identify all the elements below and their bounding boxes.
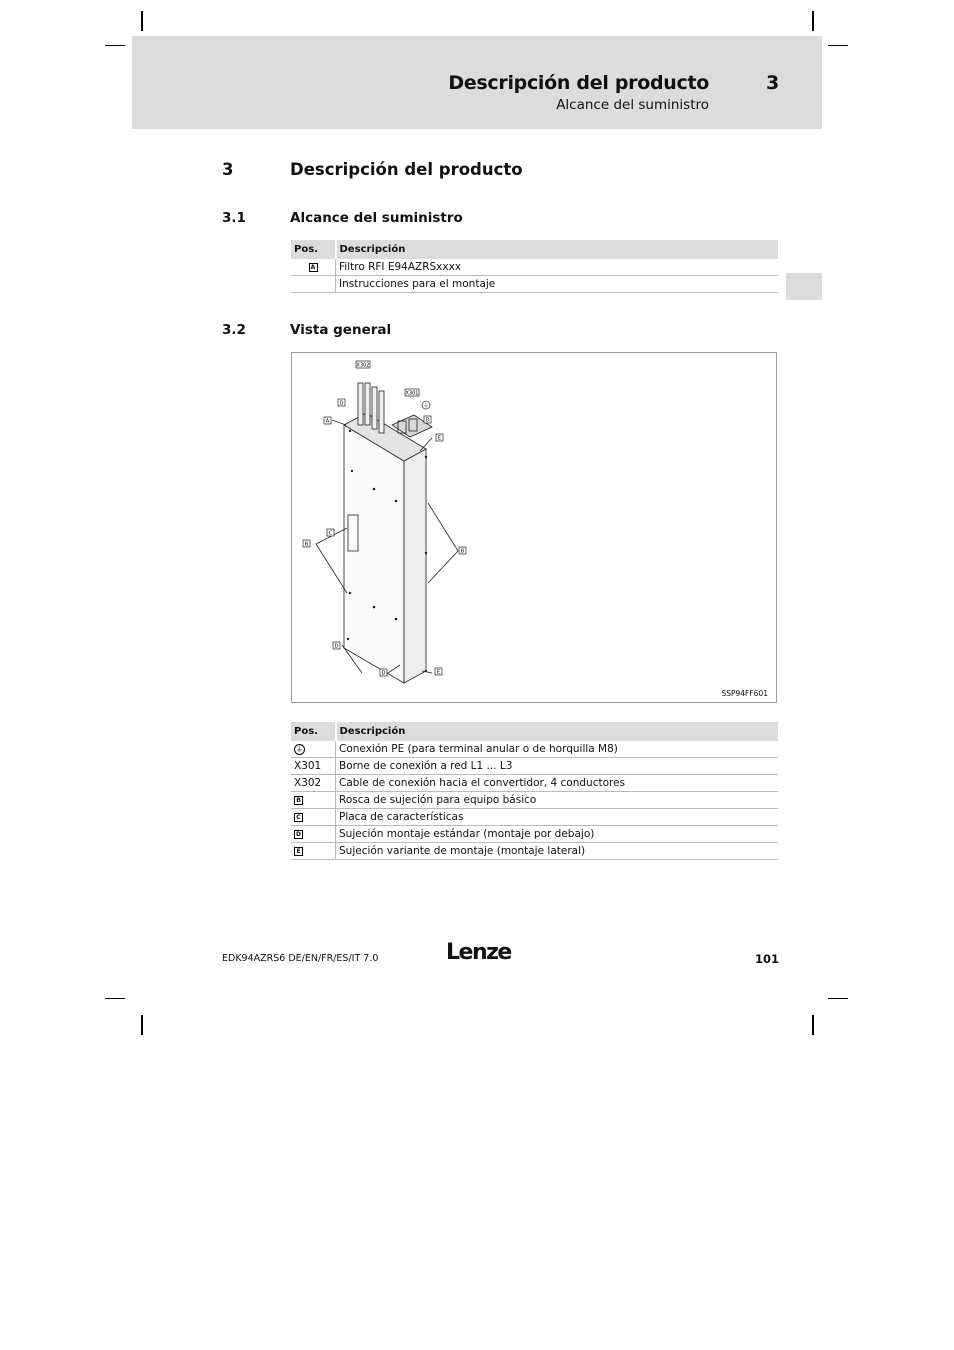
desc-cell: Sujeción variante de montaje (montaje lateral): [336, 843, 779, 860]
crop-mark: [812, 1015, 814, 1035]
table-row: [291, 276, 778, 293]
table-header-row: [291, 240, 778, 259]
desc-cell: Instrucciones para el montaje: [336, 276, 779, 293]
filter-drawing: [292, 353, 776, 702]
label-x302: X302: [356, 362, 370, 369]
table-row: [291, 792, 778, 809]
table-row: [291, 758, 778, 775]
section-title: Descripción del producto: [290, 160, 523, 179]
table-row: [291, 741, 778, 758]
table-row: [291, 843, 778, 860]
header-chapter-number: 3: [766, 72, 780, 94]
label-e: E: [436, 669, 441, 676]
letter-box: E: [294, 847, 303, 856]
pos-cell: [291, 843, 336, 860]
letter-box: A: [309, 263, 318, 272]
label-b: B: [460, 548, 465, 555]
desc-cell: Sujeción montaje estándar (montaje por debajo): [336, 826, 779, 843]
col-header-pos: Pos.: [291, 722, 336, 741]
label-b: B: [304, 541, 309, 548]
table-row: [291, 259, 778, 276]
col-header-desc: Descripción: [336, 240, 779, 259]
ground-icon: ⏚: [422, 402, 430, 410]
desc-cell: Conexión PE (para terminal anular o de horquilla M8): [336, 741, 779, 758]
crop-mark: [105, 45, 125, 46]
desc-cell: Borne de conexión a red L1 ... L3: [336, 758, 779, 775]
table-row: [291, 809, 778, 826]
crop-mark: [812, 11, 814, 31]
desc-cell: Placa de características: [336, 809, 779, 826]
desc-cell: Filtro RFI E94AZRSxxxx: [336, 259, 779, 276]
pos-cell: X301: [291, 758, 336, 775]
subsection-number: 3.2: [222, 322, 246, 338]
label-a: A: [325, 418, 330, 425]
label-d: D: [334, 643, 339, 650]
label-e: E: [437, 435, 442, 442]
crop-mark: [141, 11, 143, 31]
subsection-title: Alcance del suministro: [290, 210, 463, 226]
section-number: 3: [222, 160, 234, 179]
letter-box: C: [294, 813, 303, 822]
crop-mark: [141, 1015, 143, 1035]
pos-cell: [291, 259, 336, 276]
table-row: [291, 826, 778, 843]
table-header-row: [291, 722, 778, 741]
pos-cell: [291, 826, 336, 843]
col-header-desc: Descripción: [336, 722, 779, 741]
crop-mark: [105, 998, 125, 999]
pos-cell: [291, 741, 336, 758]
letter-box: B: [294, 796, 303, 805]
header-subtitle: Alcance del suministro: [556, 97, 709, 113]
product-figure: [291, 352, 777, 703]
col-header-pos: Pos.: [291, 240, 336, 259]
label-d: D: [381, 670, 386, 677]
desc-cell: Rosca de sujeción para equipo básico: [336, 792, 779, 809]
overview-table: [291, 722, 778, 860]
footer-doc-id: EDK94AZRS6 DE/EN/FR/ES/IT 7.0: [222, 953, 379, 964]
crop-mark: [828, 998, 848, 999]
label-d: D: [339, 400, 344, 407]
subsection-title: Vista general: [290, 322, 392, 338]
pos-cell: [291, 276, 336, 293]
scope-table: [291, 240, 778, 293]
label-c: C: [328, 530, 333, 537]
pos-cell: [291, 792, 336, 809]
header-title: Descripción del producto: [448, 72, 709, 94]
crop-mark: [828, 45, 848, 46]
figure-code: SSP94FF601: [721, 689, 768, 698]
chapter-side-tab: [786, 273, 822, 300]
pos-cell: X302: [291, 775, 336, 792]
lenze-logo: Lenze: [446, 940, 511, 965]
label-d: D: [425, 417, 430, 424]
ground-icon: ⏚: [295, 744, 304, 754]
label-x301: X301: [405, 390, 419, 397]
subsection-number: 3.1: [222, 210, 246, 226]
letter-box: D: [294, 830, 303, 839]
table-row: [291, 775, 778, 792]
page-number: 101: [755, 952, 780, 966]
pos-cell: [291, 809, 336, 826]
desc-cell: Cable de conexión hacia el convertidor, 4 conductores: [336, 775, 779, 792]
